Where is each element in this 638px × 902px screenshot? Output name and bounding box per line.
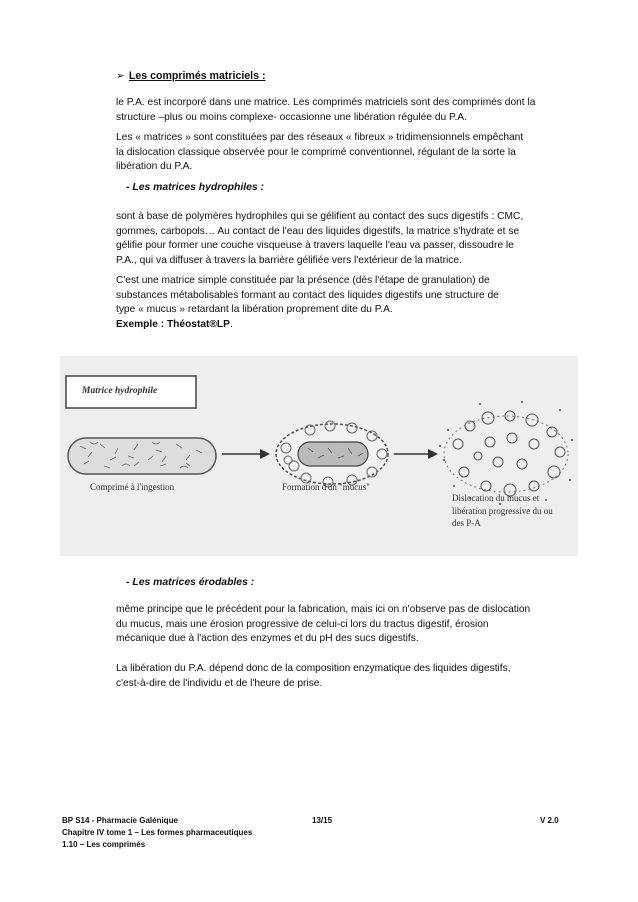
footer-section: 1.10 – Les comprimés — [62, 840, 146, 849]
section-heading — [116, 70, 266, 82]
text-line: La libération du P.A. dépend donc de la composition enzymatique des liquides digestifs, — [116, 663, 511, 674]
footer-version: V 2.0 — [540, 816, 559, 825]
text-line: substances métabolisables formant au contact des liquides digestifs une structure de — [116, 289, 499, 301]
tablet-core — [298, 442, 368, 466]
label-dislocation — [452, 492, 553, 530]
example-line — [116, 318, 576, 333]
subheading-hydrophiles: - Les matrices hydrophiles : — [126, 182, 265, 193]
liberation-paragraph — [116, 662, 576, 691]
text-line: gommes, carbopols… Au contact de l'eau des liquides digestifs, la matrice s'hydrate et se — [116, 225, 520, 237]
arrow-bullet-icon: ➢ — [116, 70, 125, 82]
text-line: libération du P.A. — [116, 161, 193, 173]
text-line: le P.A. est incorporé dans une matrice. Les comprimés matriciels sont des comprimés dont la — [116, 97, 536, 108]
text-line: Dislocation du mucus et — [452, 493, 540, 503]
text-line: libération progressive du ou — [452, 505, 553, 516]
footer-page-number: 13/15 — [312, 816, 333, 825]
text-line: du mucus, mais une érosion progressive de celui-ci lors du tractus digestif, érosion — [116, 618, 489, 630]
text-line: sont à base de polymères hydrophiles qui se gélifient au contact des sucs digestifs : CMC, — [116, 211, 524, 222]
text-line: C'est une matrice simple constituée par la présence (dès l'étape de granulation) de — [116, 275, 490, 286]
text-line: mécanique due à l'action des enzymes et du pH des sucs digestifs. — [116, 633, 419, 645]
text-line: des P-A — [452, 518, 481, 528]
label-mucus: Formation d'un "mucus" — [282, 482, 370, 492]
text-line: Les « matrices » sont constituées par des réseaux « fibreux » tridimensionnels empêchant — [116, 132, 524, 143]
box-title: Matrice hydrophile — [82, 386, 158, 396]
intro-paragraph — [116, 96, 576, 125]
footer-chapter: Chapitre IV tome 1 – Les formes pharmaceutiques — [62, 828, 253, 837]
text-line: la dislocation classique observée pour le comprimé conventionnel, régulant de la sorte la — [116, 146, 516, 158]
text-line: même principe que le précédent pour la fabrication, mais ici on n'observe pas de dislocation — [116, 604, 531, 615]
mucus-paragraph — [116, 274, 576, 332]
text-line: c'est-à-dire de l'individu et de l'heure de prise. — [116, 677, 323, 689]
label-ingestion: Comprimé à l'ingestion — [90, 482, 175, 492]
subheading-erodables: - Les matrices érodables : — [126, 577, 255, 588]
hydrophiles-paragraph — [116, 210, 576, 268]
text-line: gélifie pour former une couche visqueuse à travers laquelle l'eau va passer, dissoudre le — [116, 240, 514, 252]
text-line: P.A., qui va diffuser à travers la barrière gélifiée vers l'extérieur de la matrice. — [116, 254, 462, 266]
tablet-intact — [68, 438, 216, 474]
example-text: Exemple : Théostat®LP — [116, 318, 230, 330]
matrix-diagram — [60, 356, 578, 556]
example-period: . — [229, 318, 233, 330]
text-line: structure –plus ou moins complexe- occasionne une libération régulée du P.A. — [116, 111, 467, 123]
text-line: type « mucus » retardant la libération proprement dite du P.A. — [116, 304, 393, 316]
section-title: Les comprimés matriciels : — [128, 70, 266, 82]
erodables-paragraph — [116, 603, 576, 647]
footer-course: BP S14 - Pharmacie Galénique — [62, 816, 178, 825]
matrices-paragraph — [116, 131, 576, 175]
